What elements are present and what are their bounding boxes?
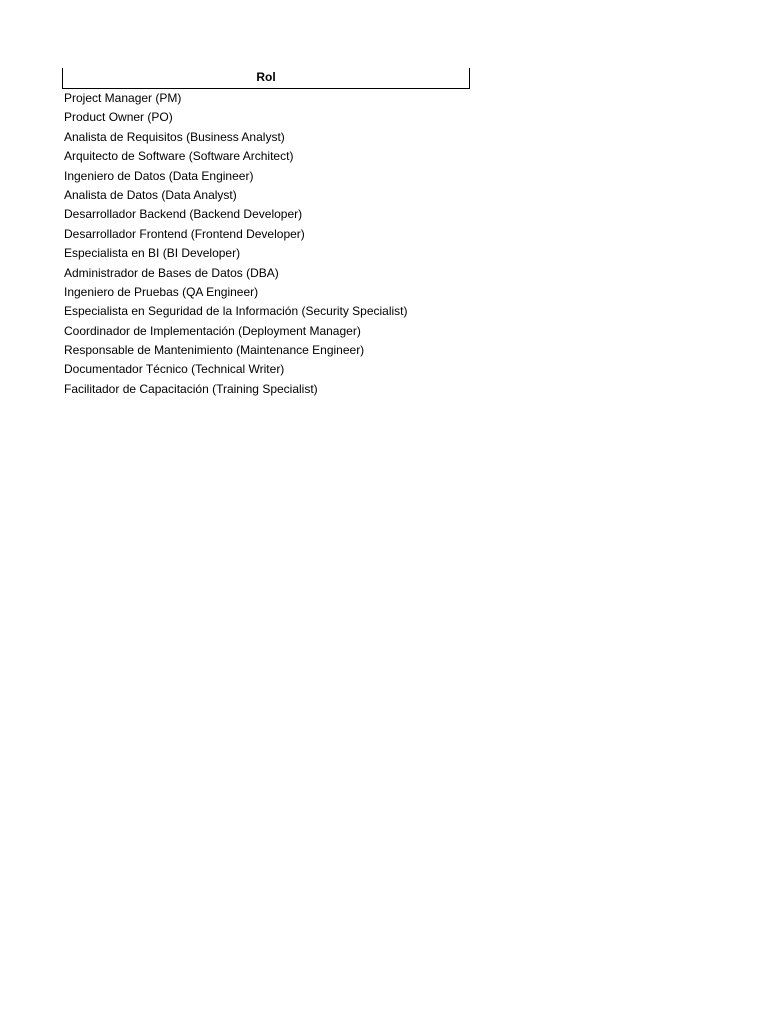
table-row: Facilitador de Capacitación (Training Specialist) [64,381,318,396]
table-row: Analista de Datos (Data Analyst) [64,187,237,202]
table-row: Ingeniero de Datos (Data Engineer) [64,168,254,183]
table-row: Responsable de Mantenimiento (Maintenance Engineer) [64,343,365,358]
table-row: Desarrollador Frontend (Frontend Developer) [64,226,305,241]
table-row: Especialista en Seguridad de la Información (Security Specialist) [64,304,408,319]
roles-list [62,89,470,399]
table-row: Analista de Requisitos (Business Analyst) [64,129,285,144]
table-row: Product Owner (PO) [64,110,173,125]
table-row: Administrador de Bases de Datos (DBA) [64,265,279,280]
table-row: Coordinador de Implementación (Deployment Manager) [64,323,361,338]
table-row: Ingeniero de Pruebas (QA Engineer) [64,284,259,299]
table-row: Documentador Técnico (Technical Writer) [64,362,285,377]
table-row: Especialista en BI (BI Developer) [64,246,241,261]
table-row: Project Manager (PM) [64,91,182,105]
column-header-rol: Rol [62,68,470,89]
table-row: Desarrollador Backend (Backend Developer) [64,207,303,222]
roles-table [62,68,470,399]
table-row: Arquitecto de Software (Software Architect) [64,149,294,164]
